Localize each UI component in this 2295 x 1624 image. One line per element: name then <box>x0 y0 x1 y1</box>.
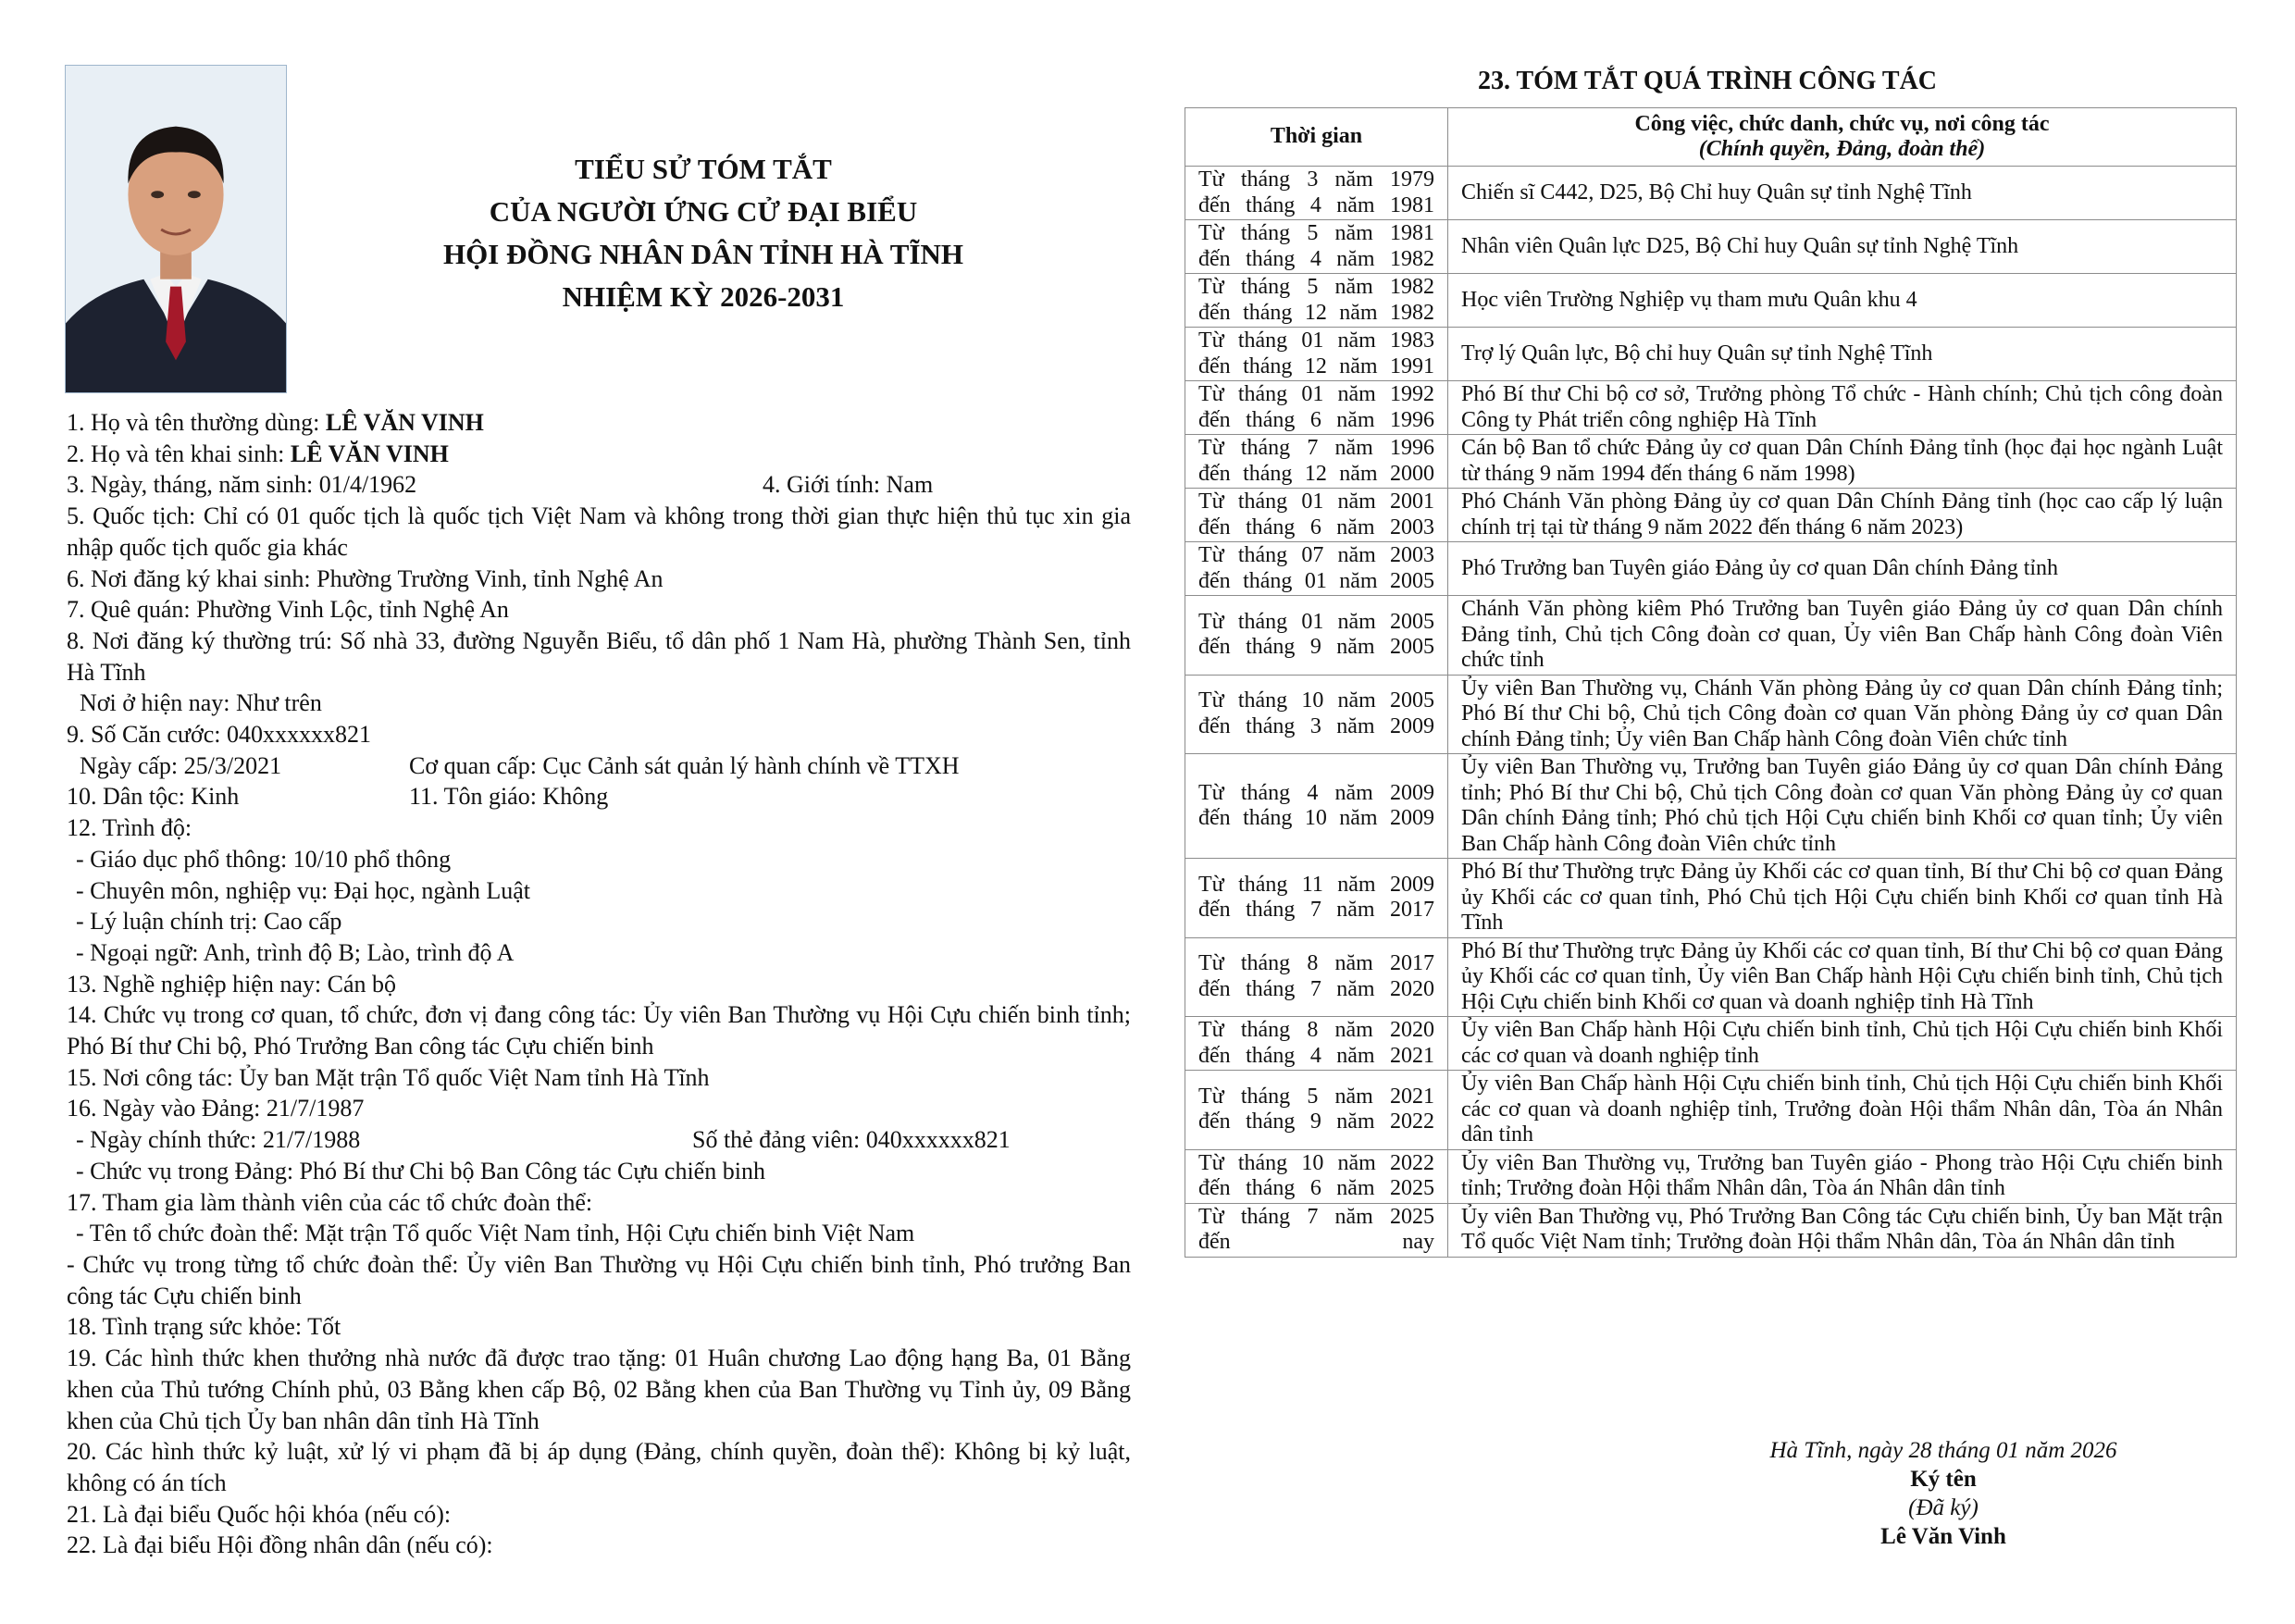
table-row: Từ tháng 10 năm 2022 đến tháng 6 năm 2025 Ủy viên Ban Thường vụ, Trưởng ban Tuyên giáo - Phong trào Hội Cựu chiến binh tỉnh; Trưởng đoàn Hội thẩm Nhân dân, Tòa án Nhân dân tỉnh <box>1185 1149 2237 1203</box>
portrait-illustration <box>66 66 286 392</box>
field-workplace: 15. Nơi công tác: Ủy ban Mặt trận Tổ quốc Việt Nam tỉnh Hà Tĩnh <box>67 1063 710 1091</box>
candidate-photo <box>65 65 287 393</box>
field-education-language: - Ngoại ngữ: Anh, trình độ B; Lào, trình độ A <box>76 938 515 966</box>
field-id-number: 9. Số Căn cước: 040xxxxxx821 <box>67 721 371 749</box>
birth-name-value: LÊ VĂN VINH <box>290 440 449 467</box>
table-row: Từ tháng 01 năm 2005 đến tháng 9 năm 2005 Chánh Văn phòng kiêm Phó Trưởng ban Tuyên giáo Đảng ủy cơ quan Dân chính Đảng tỉnh, Chủ tịch Công đoàn cơ quan, Ủy viên Ban Chấp hành Công đoàn Viên chức tỉnh <box>1185 596 2237 676</box>
field-national-assembly: 21. Là đại biểu Quốc hội khóa (nếu có): <box>67 1500 452 1528</box>
field-gender: 4. Giới tính: Nam <box>763 471 934 499</box>
field-party-join-date: 16. Ngày vào Đảng: 21/7/1987 <box>67 1095 365 1122</box>
table-row: Từ tháng 8 năm 2020 đến tháng 4 năm 2021 Ủy viên Ban Chấp hành Hội Cựu chiến binh tỉnh, Chủ tịch Hội Cựu chiến binh Khối các cơ quan và doanh nghiệp tỉnh <box>1185 1017 2237 1071</box>
place-date: Hà Tĩnh, ngày 28 tháng 01 năm 2026 <box>1769 1438 2117 1463</box>
field-health: 18. Tình trạng sức khỏe: Tốt <box>67 1313 341 1341</box>
field-education-general: - Giáo dục phổ thông: 10/10 phổ thông <box>76 845 452 873</box>
biography-details <box>67 407 1131 1561</box>
col-time-header: Thời gian <box>1185 108 1448 167</box>
col-work-header: Công việc, chức danh, chức vụ, nơi công tác (Chính quyền, Đảng, đoàn thể) <box>1448 108 2237 167</box>
field-birth-name: 2. Họ và tên khai sinh: LÊ VĂN VINH <box>67 440 449 467</box>
table-row: Từ tháng 3 năm 1979 đến tháng 4 năm 1981 Chiến sĩ C442, D25, Bộ Chỉ huy Quân sự tỉnh Nghệ Tĩnh <box>1185 167 2237 220</box>
field-current-position: 14. Chức vụ trong cơ quan, tổ chức, đơn vị đang công tác: Ủy viên Ban Thường vụ Hội Cựu chiến binh tỉnh; Phó Bí thư Chi bộ, Phó Trưởng Ban công tác Cựu chiến binh <box>67 1001 1131 1060</box>
field-current-residence: Nơi ở hiện nay: Như trên <box>80 689 322 717</box>
table-row: Từ tháng 01 năm 1992 đến tháng 6 năm 1996 Phó Bí thư Chi bộ cơ sở, Trưởng phòng Tổ chức - Hành chính; Chủ tịch công đoàn Công ty Phát triển công nghiệp Hà Tĩnh <box>1185 381 2237 435</box>
table-row: Từ tháng 5 năm 1981 đến tháng 4 năm 1982 Nhân viên Quân lực D25, Bộ Chỉ huy Quân sự tỉnh Nghệ Tĩnh <box>1185 220 2237 274</box>
table-row: Từ tháng 8 năm 2017 đến tháng 7 năm 2020 Phó Bí thư Thường trực Đảng ủy Khối các cơ quan tỉnh, Bí thư Chi bộ cơ quan Đảng ủy Khối các cơ quan tỉnh, Ủy viên Ban Chấp hành Hội Cựu chiến binh tỉnh, Chủ tịch Hội Cựu chiến binh Khối cơ quan và doanh nghiệp tỉnh Hà Tĩnh <box>1185 937 2237 1017</box>
table-row: Từ tháng 07 năm 2003 đến tháng 01 năm 2005 Phó Trưởng ban Tuyên giáo Đảng ủy cơ quan Dân chính Đảng tỉnh <box>1185 542 2237 596</box>
field-ethnicity-religion: 10. Dân tộc: Kinh 11. Tôn giáo: Không <box>67 783 609 811</box>
signer-name: Lê Văn Vinh <box>1880 1524 2006 1549</box>
field-birth-date: 3. Ngày, tháng, năm sinh: 01/4/1962 4. Giới tính: Nam <box>67 471 934 499</box>
table-row: Từ tháng 01 năm 2001 đến tháng 6 năm 2003 Phó Chánh Văn phòng Đảng ủy cơ quan Dân Chính Đảng tỉnh (học cao cấp lý luận chính trị tại từ tháng 9 năm 2022 đến tháng 6 năm 2023) <box>1185 489 2237 542</box>
table-row: Từ tháng 5 năm 1982 đến tháng 12 năm 1982 Học viên Trường Nghiệp vụ tham mưu Quân khu 4 <box>1185 274 2237 328</box>
table-row: Từ tháng 4 năm 2009 đến tháng 10 năm 2009 Ủy viên Ban Thường vụ, Trưởng ban Tuyên giáo Đảng ủy cơ quan Dân chính Đảng tỉnh; Phó Bí thư Chi bộ, Chủ tịch Công đoàn cơ quan Văn phòng Đảng ủy cơ quan Dân chính Đảng tỉnh; Phó chủ tịch Hội Cựu chiến binh Khối cơ quan tỉnh; Ủy viên Ban Chấp hành Công đoàn Viên chức tỉnh <box>1185 754 2237 859</box>
field-permanent-residence: 8. Nơi đăng ký thường trú: Số nhà 33, đường Nguyễn Biểu, tổ dân phố 1 Nam Hà, phường Thành Sen, tỉnh Hà Tĩnh <box>67 626 1131 686</box>
common-name-value: LÊ VĂN VINH <box>325 409 484 436</box>
table-row: Từ tháng 7 năm 2025 đến nay Ủy viên Ban Thường vụ, Phó Trưởng Ban Công tác Cựu chiến binh, Ủy ban Mặt trận Tổ quốc Việt Nam tỉnh; Trưởng đoàn Hội thẩm Nhân dân, Tòa án Nhân dân tỉnh <box>1185 1203 2237 1257</box>
career-section-title: 23. TÓM TẮT QUÁ TRÌNH CÔNG TÁC <box>1477 67 1938 95</box>
career-table <box>1185 107 2237 1258</box>
field-hometown: 7. Quê quán: Phường Vinh Lộc, tỉnh Nghệ An <box>67 596 509 624</box>
table-row: Từ tháng 5 năm 2021 đến tháng 9 năm 2022 Ủy viên Ban Chấp hành Hội Cựu chiến binh tỉnh, Chủ tịch Hội Cựu chiến binh Khối các cơ quan và doanh nghiệp tỉnh, Trưởng đoàn Hội thẩm Nhân dân, Tòa án Nhân dân tỉnh <box>1185 1071 2237 1150</box>
table-row: Từ tháng 11 năm 2009 đến tháng 7 năm 2017 Phó Bí thư Thường trực Đảng ủy Khối các cơ quan tỉnh, Bí thư Chi bộ cơ quan Đảng ủy Khối các cơ quan tỉnh, Phó Chủ tịch Hội Cựu chiến binh Khối cơ quan tỉnh Hà Tĩnh <box>1185 859 2237 938</box>
field-organization-positions: - Chức vụ trong từng tổ chức đoàn thể: Ủy viên Ban Thường vụ Hội Cựu chiến binh tỉnh, Phó trưởng Ban công tác Cựu chiến binh <box>67 1250 1131 1309</box>
signature-label: Ký tên <box>1910 1467 1977 1492</box>
title-line-3: HỘI ĐỒNG NHÂN DÂN TỈNH HÀ TĨNH <box>442 238 964 270</box>
field-organization-names: - Tên tổ chức đoàn thể: Mặt trận Tổ quốc Việt Nam tỉnh, Hội Cựu chiến binh Việt Nam <box>76 1220 915 1247</box>
field-organizations: 17. Tham gia làm thành viên của các tổ chức đoàn thể: <box>67 1188 593 1216</box>
field-party-position: - Chức vụ trong Đảng: Phó Bí thư Chi bộ Ban Công tác Cựu chiến binh <box>76 1157 765 1184</box>
field-id-issue: Ngày cấp: 25/3/2021 Cơ quan cấp: Cục Cảnh sát quản lý hành chính về TTXH <box>80 751 960 779</box>
field-education: 12. Trình độ: <box>67 814 192 842</box>
field-birth-registration: 6. Nơi đăng ký khai sinh: Phường Trường Vinh, tỉnh Nghệ An <box>67 564 664 592</box>
signature-block <box>1675 1436 2212 1551</box>
career-table-header <box>1185 108 2237 167</box>
field-education-professional: - Chuyên môn, nghiệp vụ: Đại học, ngành Luật <box>76 876 531 904</box>
field-peoples-council: 22. Là đại biểu Hội đồng nhân dân (nếu có): <box>67 1531 493 1559</box>
table-row: Từ tháng 7 năm 1996 đến tháng 12 năm 2000 Cán bộ Ban tổ chức Đảng ủy cơ quan Dân Chính Đảng tỉnh (học đại học ngành Luật từ tháng 9 năm 1994 đến tháng 6 năm 1998) <box>1185 435 2237 489</box>
field-party-official: - Ngày chính thức: 21/7/1988 Số thẻ đảng viên: 040xxxxxx821 <box>76 1126 1011 1154</box>
title-line-2: CỦA NGƯỜI ỨNG CỬ ĐẠI BIỂU <box>489 195 918 228</box>
signed-note: (Đã ký) <box>1908 1495 1979 1520</box>
field-occupation: 13. Nghề nghiệp hiện nay: Cán bộ <box>67 970 396 998</box>
field-nationality: 5. Quốc tịch: Chỉ có 01 quốc tịch là quốc tịch Việt Nam và không trong thời gian thực hiện thủ tục xin gia nhập quốc tịch quốc gia khác <box>67 502 1131 561</box>
field-education-political: - Lý luận chính trị: Cao cấp <box>76 908 342 936</box>
field-discipline: 20. Các hình thức kỷ luật, xử lý vi phạm đã bị áp dụng (Đảng, chính quyền, đoàn thể): Không bị kỷ luật, không có án tích <box>67 1438 1131 1496</box>
document-title <box>305 148 1101 318</box>
title-line-4: NHIỆM KỲ 2026-2031 <box>562 280 845 313</box>
table-row: Từ tháng 01 năm 1983 đến tháng 12 năm 1991 Trợ lý Quân lực, Bộ chỉ huy Quân sự tỉnh Nghệ Tĩnh <box>1185 328 2237 381</box>
title-line-1: TIỂU SỬ TÓM TẮT <box>575 153 832 185</box>
field-common-name: 1. Họ và tên thường dùng: LÊ VĂN VINH <box>67 409 484 436</box>
field-awards: 19. Các hình thức khen thưởng nhà nước đã được trao tặng: 01 Huân chương Lao động hạng Ba, 01 Bằng khen của Thủ tướng Chính phủ, 03 Bằng khen cấp Bộ, 02 Bằng khen của Ban Thường vụ Tỉnh ủy, 09 Bằng khen của Chủ tịch Ủy ban nhân dân tỉnh Hà Tĩnh <box>67 1345 1131 1434</box>
table-row: Từ tháng 10 năm 2005 đến tháng 3 năm 2009 Ủy viên Ban Thường vụ, Chánh Văn phòng Đảng ủy cơ quan Dân chính Đảng tỉnh; Phó Bí thư Chi bộ, Chủ tịch Công đoàn cơ quan Văn phòng Đảng ủy cơ quan Dân chính Đảng tỉnh; Ủy viên Ban Chấp hành Công đoàn Viên chức tỉnh <box>1185 675 2237 754</box>
